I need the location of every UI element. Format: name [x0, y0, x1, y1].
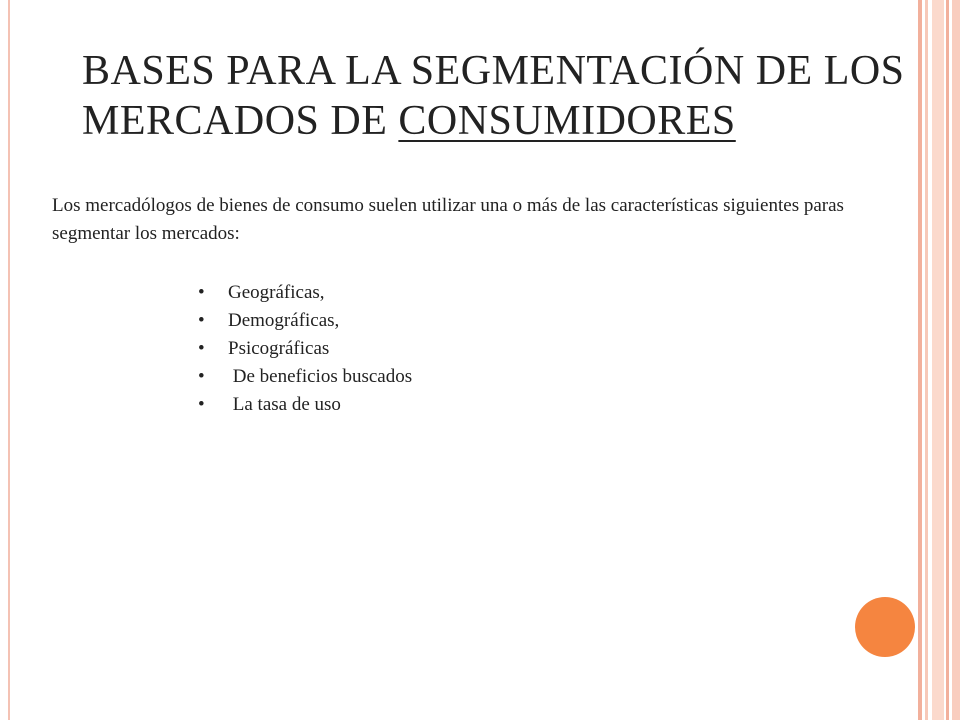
- bullet-icon: •: [198, 282, 205, 303]
- bullet-icon: •: [198, 394, 205, 415]
- list-item-text: La tasa de uso: [228, 394, 341, 415]
- right-decor-band: [918, 0, 922, 720]
- right-decor-band: [946, 0, 949, 720]
- list-item-text: De beneficios buscados: [228, 366, 413, 387]
- intro-paragraph: Los mercadólogos de bienes de consumo suelen utilizar una o más de las características siguientes paras segmentar los mercados:: [52, 195, 844, 244]
- bullet-icon: •: [198, 338, 205, 359]
- bullet-icon: •: [198, 310, 205, 331]
- right-decor-band: [952, 0, 960, 720]
- right-decor-band: [925, 0, 928, 720]
- bullet-list: [198, 279, 412, 419]
- slide-title-main: BASES PARA LA SEGMENTACIÓN DE LOS MERCADOS DE: [82, 48, 905, 144]
- slide-title: [82, 46, 912, 146]
- list-item-text: Geográficas,: [228, 282, 325, 303]
- list-item-text: Psicográficas: [228, 338, 330, 359]
- list-item: [198, 391, 412, 419]
- right-decor-band: [932, 0, 944, 720]
- list-item: [198, 307, 412, 335]
- left-frame-line: [8, 0, 10, 720]
- slide-title-underlined: CONSUMIDORES: [398, 98, 736, 144]
- list-item: [198, 279, 412, 307]
- list-item: [198, 335, 412, 363]
- list-item-text: Demográficas,: [228, 310, 340, 331]
- bullet-icon: •: [198, 366, 205, 387]
- list-item: [198, 363, 412, 391]
- orange-circle-decoration: [855, 597, 915, 657]
